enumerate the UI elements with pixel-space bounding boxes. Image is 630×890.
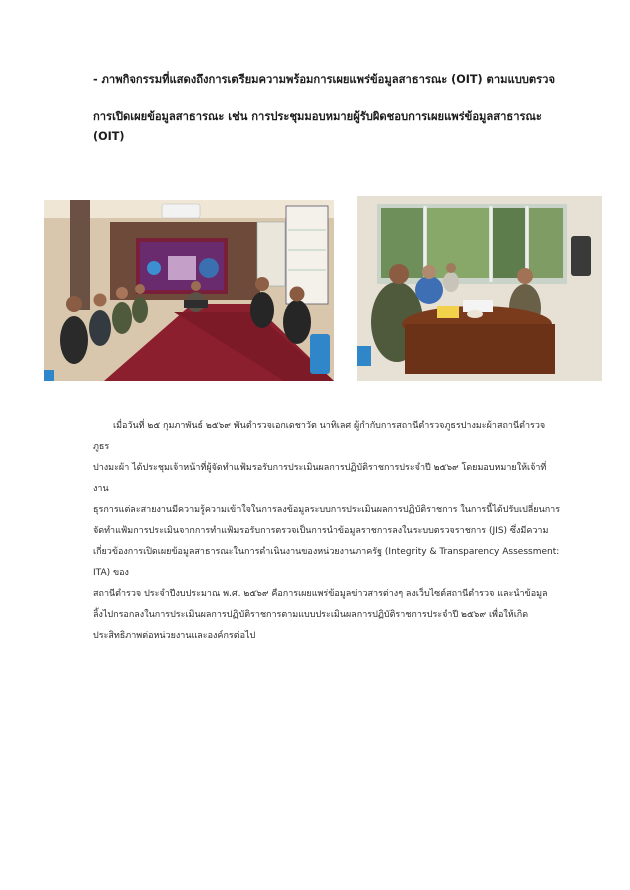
body-line: เมื่อวันที่ ๒๕ กุมภาพันธ์ ๒๕๖๙ พันตำรวจเอกเดชาวัต นาทิเลศ ผู้กำกับการสถานีตำรวจภูธรปางมะผ้าสถานีตำรวจภูธร (93, 421, 546, 452)
body-line: ลิ้งไปกรอกลงในการประเมินผลการปฏิบัติราชการตามแบบประเมินผลการปฏิบัติราชการประจำปี ๒๕๖๙ เพื่อให้เกิด (93, 610, 529, 620)
office-desk-image (357, 196, 602, 381)
body-line: ปางมะผ้า ได้ประชุมเจ้าหน้าที่ผู้จัดทำแฟ้มรอรับการประเมินผลการปฏิบัติราชการประจำปี ๒๕๖๙ โดยมอบหมายให้เจ้าที่งาน (93, 463, 547, 494)
body-line: จัดทำแฟ้มการประเมินจากการทำแฟ้มรอรับการตรวจเป็นการนำข้อมูลราชการลงในระบบตรวจราชการ (JIS) ซึ่งมีความ (93, 526, 549, 536)
meeting-room-image (44, 200, 334, 381)
page-heading (93, 70, 568, 147)
meeting-photo-right (357, 196, 602, 381)
meeting-photo-left (44, 200, 334, 381)
body-line: เกี่ยวข้องการเปิดเผยข้อมูลสาธารณะในการดำเนินงานของหน่วยงานภาครัฐ (Integrity & Transparency Assessment: ITA) ของ (93, 547, 560, 578)
activity-description (93, 416, 561, 647)
body-line: สถานีตำรวจ ประจำปีงบประมาณ พ.ศ. ๒๕๖๙ คือการเผยแพร่ข้อมูลข่าวสารต่างๆ ลงเว็บไซต์สถานีตำรวจ และนำข้อมูล (93, 589, 548, 599)
body-line: ประสิทธิภาพต่อหน่วยงานและองค์กรต่อไป (93, 631, 256, 641)
body-line: ธุรการแต่ละสายงานมีความรู้ความเข้าใจในการลงข้อมูลระบบการประเมินผลการปฏิบัติราชการ ในการนี้ได้ปรับเปลี่ยนการ (93, 505, 561, 515)
heading-line-3: (OIT) (93, 130, 125, 143)
heading-line-1: - ภาพกิจกรรมที่แสดงถึงการเตรียมความพร้อมการเผยแพร่ข้อมูลสาธารณะ (OIT) ตามแบบตรวจ (93, 73, 556, 86)
heading-line-2: การเปิดเผยข้อมูลสาธารณะ เช่น การประชุมมอบหมายผู้รับผิดชอบการเผยแพร่ข้อมูลสาธารณะ (93, 110, 542, 123)
